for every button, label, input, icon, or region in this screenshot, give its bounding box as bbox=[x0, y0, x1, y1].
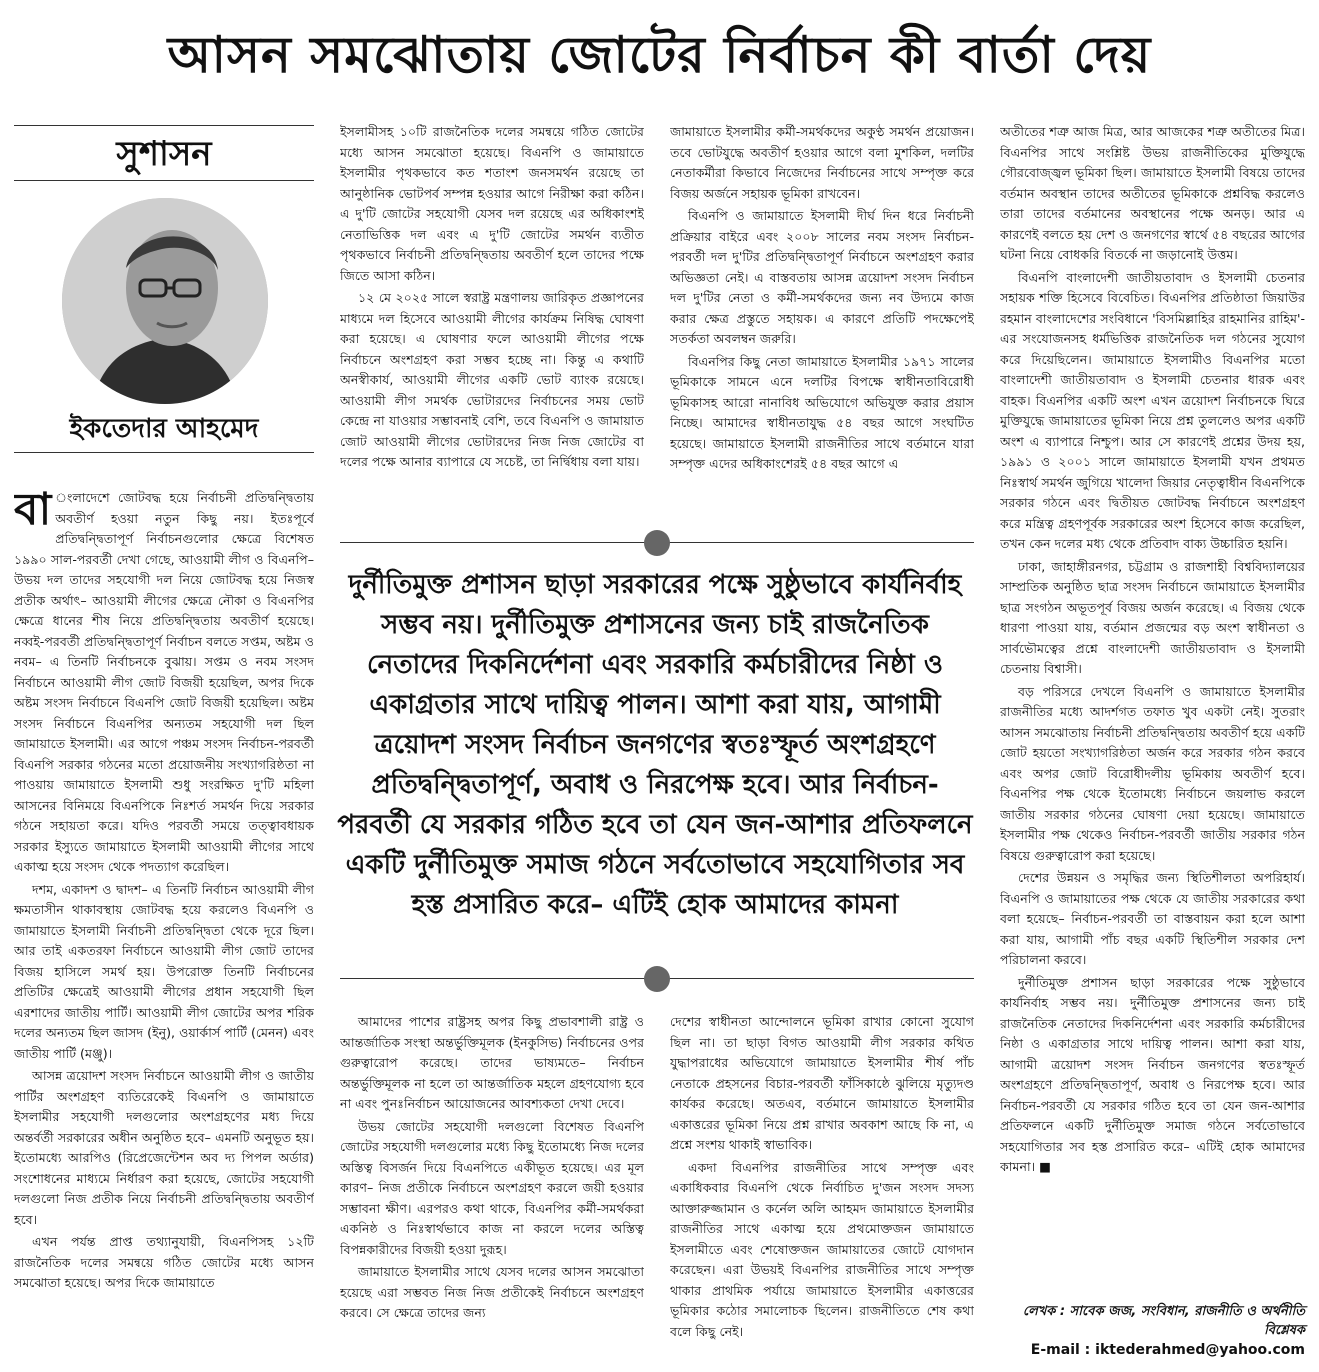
column-2-bottom bbox=[340, 1012, 644, 1366]
col4-para-5: দেশের উন্নয়ন ও সমৃদ্ধির জন্য স্থিতিশীলতা অপরিহার্য। বিএনপি ও জামায়াতের পক্ষ থেকে যে জাতীয় সরকারের কথা বলা হয়েছে– নির্বাচন-পরবর্তী তা বাস্তবায়ন করা হলে আশা করা যায়, আগামী পাঁচ বছর একটি স্থিতিশীল সরকার দেশ পরিচালনা করবে। bbox=[1000, 870, 1305, 967]
column-3-top bbox=[670, 122, 974, 514]
author-photo bbox=[62, 198, 268, 404]
col4-para-1: অতীতের শত্রু আজ মিত্র, আর আজকের শত্রু অতীতের মিত্র। বিএনপির সাথে সংশ্লিষ্ট উভয় রাজনীতিকের মুক্তিযুদ্ধে গৌরবোজ্জ্বল ভূমিকা ছিল। জামায়াতে ইসলামী বিষয়ে তাদের বর্তমান অবস্থান তাদের অতীতের ভূমিকাকে প্রশ্নবিদ্ধ করলেও তারা তাদের বর্তমানের অবস্থানের পক্ষে অনড়। আর এ কারণেই বলতে হয় দেশ ও জনগণের স্বার্থে ৫৪ বছরের আগের ঘটনা নিয়ে বোধকরি বিতর্কে না জড়ানোই উত্তম। bbox=[1000, 124, 1305, 262]
col2-bottom-para-1: আমাদের পাশের রাষ্ট্রসহ অপর কিছু প্রভাবশালী রাষ্ট্র ও আন্তর্জাতিক সংস্থা অন্তর্ভুক্তিমূলক (ইনকুসিভ) নির্বাচনের ওপর গুরুত্বারোপ করেছে। তাদের ভাষ্যমতে– নির্বাচন অন্তর্ভুক্তিমূলক না হলে তা আন্তর্জাতিক মহলে গ্রহণযোগ্য হবে না এবং পুনঃনির্বাচন আয়োজনের আবশ্যকতা দেখা দেবে। bbox=[340, 1014, 644, 1111]
pull-dot-bottom bbox=[644, 966, 670, 992]
author-byline: লেখক : সাবেক জজ, সংবিধান, রাজনীতি ও অর্থনীতি বিশ্লেষক bbox=[1022, 1304, 1305, 1338]
col4-para-6: দুর্নীতিমুক্ত প্রশাসন ছাড়া সরকারের পক্ষে সুষ্ঠুভাবে কার্যনির্বাহ সম্ভব নয়। দুর্নীতিমুক্ত প্রশাসনের জন্য চাই রাজনৈতিক নেতাদের দিকনির্দেশনা এবং সরকারি কর্মচারীদের নিষ্ঠা ও একাগ্রতার সাথে দায়িত্ব পালন। আশা করা যায়, আগামী ত্রয়োদশ সংসদ নির্বাচন জনগণের স্বতঃস্ফূর্ত অংশগ্রহণে প্রতিদ্বন্দ্বিতাপূর্ণ, অবাধ ও নিরপেক্ষ হবে। আর নির্বাচন-পরবর্তী যে সরকার গঠিত হবে তা যেন জন-আশার প্রতিফলনে একটি দুর্নীতিমুক্ত সমাজ গঠনে সর্বতোভাবে সহযোগিতার সব হস্ত প্রসারিত করে– এটিই হোক আমাদের কামনা। ■ bbox=[1000, 974, 1305, 1174]
col1-para-1 bbox=[14, 488, 314, 878]
col2-bottom-para-2: উভয় জোটের সহযোগী দলগুলো বিশেষত বিএনপি জোটের সহযোগী দলগুলোর মধ্যে কিছু ইতোমধ্যে নিজ দলের অস্তিত্ব বিসর্জন দিয়ে বিএনপিতে একীভূত হয়েছে। এর মূল কারণ– নিজ প্রতীকে নির্বাচনে অংশগ্রহণ করলে জয়ী হওয়ার সম্ভাবনা ক্ষীণ। এরপরও কথা থাকে, বিএনপির কর্মী-সমর্থকরা একনিষ্ঠ ও নিঃস্বার্থভাবে কাজ না করলে দলের অস্তিত্ব বিপন্নকারীদের বিজয়ী হওয়া দুরূহ। bbox=[340, 1118, 644, 1257]
author-name: ইকতেদার আহমেদ bbox=[69, 414, 259, 444]
col1-para-4: এখন পর্যন্ত প্রাপ্ত তথ্যানুযায়ী, বিএনপিসহ ১২টি রাজনৈতিক দলের সমন্বয়ে গঠিত জোটের মধ্যে আসন সমঝোতা হয়েছে। অপর দিকে জামায়াতে bbox=[14, 1234, 314, 1290]
col3-top-para-3: বিএনপির কিছু নেতা জামায়াতে ইসলামীর ১৯৭১ সালের ভূমিকাকে সামনে এনে দলটির বিপক্ষে স্বাধীনতাবিরোধী ভূমিকাসহ আরো নানাবিধ অভিযোগে অভিযুক্ত করার প্রয়াস নিচ্ছে। আমাদের স্বাধীনতাযুদ্ধ ৫৪ বছর আগে সংঘটিত হয়েছে। জামায়াতে ইসলামী রাজনীতির সাথে বর্তমানে যারা সম্পৃক্ত এদের অধিকাংশেরই ৫৪ বছর আগে এ bbox=[670, 353, 974, 471]
author-email[interactable]: E-mail : iktederahmed@yahoo.com bbox=[1030, 1342, 1305, 1358]
col1-para-3: আসন্ন ত্রয়োদশ সংসদ নির্বাচনে আওয়ামী লীগ ও জাতীয় পার্টির অংশগ্রহণ ব্যতিরেকেই বিএনপি ও জামায়াতে ইসলামীর সহযোগী দলগুলোর অংশগ্রহণের মধ্য দিয়ে অন্তর্বর্তী সরকারের অধীন অনুষ্ঠিত হবে– এমনটি অনুভূত হয়। ইতোমধ্যে আরপিও (রিপ্রেজেন্টেশন অব দ্য পিপল অর্ডার) সংশোধনের মাধ্যমে নির্ধারণ করা হয়েছে, জোটের সহযোগী দলগুলো নিজ প্রতীক নিয়ে নির্বাচনী প্রতিদ্বন্দ্বিতায় অবতীর্ণ হবে। bbox=[14, 1068, 314, 1227]
column-3-bottom bbox=[670, 1012, 974, 1366]
pull-dot-top bbox=[644, 530, 670, 556]
col3-top-para-1: জামায়াতে ইসলামীর কর্মী-সমর্থকদের অকুণ্ঠ সমর্থন প্রয়োজন। তবে ভোটযুদ্ধে অবতীর্ণ হওয়ার আগে বলা মুশকিল, দলটির নেতাকর্মীরা কিভাবে নিজেদের নির্বাচনের সাথে সম্পৃক্ত করে বিজয় অর্জনে সহায়ক ভূমিকা রাখবেন। bbox=[670, 124, 974, 201]
section-title: সুশাসন bbox=[116, 134, 212, 174]
dropcap: বা bbox=[14, 488, 52, 535]
pull-quote: দুর্নীতিমুক্ত প্রশাসন ছাড়া সরকারের পক্ষে সুষ্ঠুভাবে কার্যনির্বাহ সম্ভব নয়। দুর্নীতিমুক্ত প্রশাসনের জন্য চাই রাজনৈতিক নেতাদের দিকনির্দেশনা এবং সরকারি কর্মচারীদের নিষ্ঠা ও একাগ্রতার সাথে দায়িত্ব পালন। আশা করা যায়, আগামী ত্রয়োদশ সংসদ নির্বাচন জনগণের স্বতঃস্ফূর্ত অংশগ্রহণে প্রতিদ্বন্দ্বিতাপূর্ণ, অবাধ ও নিরপেক্ষ হবে। আর নির্বাচন-পরবর্তী যে সরকার গঠিত হবে তা যেন জন-আশার প্রতিফলনে একটি দুর্নীতিমুক্ত সমাজ গঠনে সর্বতোভাবে সহযোগিতার সব হস্ত প্রসারিত করে– এটিই হোক আমাদের কামনা bbox=[337, 570, 973, 920]
col1-text-1: ংলাদেশে জোটবদ্ধ হয়ে নির্বাচনী প্রতিদ্বন্দ্বিতায় অবতীর্ণ হওয়া নতুন কিছু নয়। ইতঃপূর্বে প্রতিদ্বন্দ্বিতাপূর্ণ নির্বাচনগুলোর ক্ষেত্রে বিশেষত ১৯৯০ সাল-পরবর্তী দেখা গেছে, আওয়ামী লীগ ও বিএনপি– উভয় দল তাদের সহযোগী দল নিয়ে জোটবদ্ধ হয়ে নিজস্ব প্রতীক অর্থাৎ– আওয়ামী লীগের ক্ষেত্রে নৌকা ও বিএনপির ক্ষেত্রে ধানের শীষ নিয়ে প্রতিদ্বন্দ্বিতায় অবতীর্ণ হয়েছে। নব্বই-পরবর্তী প্রতিদ্বন্দ্বিতাপূর্ণ নির্বাচন বলতে সপ্তম, অষ্টম ও নবম– এ তিনটি নির্বাচনকে বুঝায়। সপ্তম ও নবম সংসদ নির্বাচনে আওয়ামী লীগ জোট বিজয়ী হয়েছিল, অপর দিকে অষ্টম সংসদ নির্বাচনে বিএনপি জোট বিজয়ী হয়েছিল। অষ্টম সংসদ নির্বাচনে বিএনপির অন্যতম সহযোগী দল ছিল জামায়াতে ইসলামী। এর আগে পঞ্চম সংসদ নির্বাচন-পরবর্তী বিএনপি সরকার গঠনের মতো প্রয়োজনীয় সংখ্যাগরিষ্ঠতা না পাওয়ায় জামায়াতে ইসলামী শুধু সংরক্ষিত দু'টি মহিলা আসনের বিনিময়ে বিএনপিকে নিঃশর্ত সমর্থন দিয়ে সরকার গঠনে সহায়তা করে। যদিও পরবর্তী সময়ে তত্ত্বাবধায়ক সরকার ইস্যুতে জামায়াতে ইসলামী আওয়ামী লীগের সাথে একাত্ম হয়ে সংসদ থেকে পদত্যাগ করেছিল। bbox=[14, 490, 314, 874]
column-4 bbox=[1000, 122, 1305, 1298]
col2-top-para-2: ১২ মে ২০২৫ সালে স্বরাষ্ট্র মন্ত্রণালয় জারিকৃত প্রজ্ঞাপনের মাধ্যমে দল হিসেবে আওয়ামী লীগের কার্যক্রম নিষিদ্ধ ঘোষণা করা হয়েছে। এ ঘোষণার ফলে আওয়ামী লীগের পক্ষে নির্বাচনে অংশগ্রহণ করা সম্ভব হচ্ছে না। কিন্তু এ কথাটি অনস্বীকার্য, আওয়ামী লীগের একটি ভোট ব্যাংক রয়েছে। আওয়ামী লীগ সমর্থক ভোটারদের নির্বাচনের সময় ভোট কেন্দ্রে না যাওয়ার সম্ভাবনাই বেশি, তবে বিএনপি ও জামায়াত জোট আওয়ামী লীগের ভোটারদের নিজ নিজ জোটের বা দলের পক্ষে আনার ব্যাপারে যে সচেষ্ট, তা নির্দ্বিধায় বলা যায়। bbox=[340, 290, 644, 469]
col4-para-3: ঢাকা, জাহাঙ্গীরনগর, চট্টগ্রাম ও রাজশাহী বিশ্ববিদ্যালয়ের সাম্প্রতিক অনুষ্ঠিত ছাত্র সংসদ নির্বাচনে জামায়াতে ইসলামীর ছাত্র সংগঠন অভূতপূর্ব বিজয় অর্জন করেছে। এ বিজয় থেকে ধারণা পাওয়া যায়, বর্তমান প্রজন্মের বড় অংশ স্বাধীনতা ও সার্বভৌমত্বের প্রশ্নে বাংলাদেশী জাতীয়তাবাদ ও ইসলামী চেতনায় বিশ্বাসী। bbox=[1000, 558, 1305, 676]
column-1 bbox=[14, 488, 314, 1368]
col4-para-2: বিএনপি বাংলাদেশী জাতীয়তাবাদ ও ইসলামী চেতনার সহায়ক শক্তি হিসেবে বিবেচিত। বিএনপির প্রতিষ্ঠাতা জিয়াউর রহমান বাংলাদেশের সংবিধানে 'বিসমিল্লাহির রাহমানির রাহিম'-এর সংযোজনসহ ধর্মভিত্তিক রাজনৈতিক দল গঠনের সুযোগ করে দিয়েছিলেন। জামায়াতে ইসলামীও বিএনপির মতো বাংলাদেশী জাতীয়তাবাদ ও ইসলামী চেতনার ধারক এবং বাহক। বিএনপির একটি অংশ এখন ত্রয়োদশ নির্বাচনকে ঘিরে মুক্তিযুদ্ধে জামায়াতের ভূমিকা নিয়ে প্রশ্ন তুললেও অপর একটি অংশ এ ব্যাপারে নিশ্চুপ। আর সে কারণেই প্রশ্নের উদয় হয়, ১৯৯১ ও ২০০১ সালে জামায়াতে ইসলামী যখন প্রথমত নিঃস্বার্থ সমর্থন জুগিয়ে খালেদা জিয়ার নেতৃত্বাধীন বিএনপিকে সরকার গঠনে এবং দ্বিতীয়ত জোটবদ্ধ নির্বাচনে অংশগ্রহণ করে মন্ত্রিত্ব গ্রহণপূর্বক সরকারের অংশ হিসেবে কাজ করেছিল, তখন কেন দলের মধ্য থেকে প্রতিবাদ বাক্য উচ্চারিত হয়নি। bbox=[1000, 269, 1305, 551]
col1-para-2: দশম, একাদশ ও দ্বাদশ– এ তিনটি নির্বাচন আওয়ামী লীগ ক্ষমতাসীন থাকাবস্থায় জোটবদ্ধ হয়ে করলেও বিএনপি ও জামায়াতে ইসলামী নির্বাচনী প্রতিদ্বন্দ্বিতা থেকে দূরে ছিল। আর তাই একতরফা নির্বাচনে আওয়ামী লীগ জোট তাদের বিজয় হাসিলে সমর্থ হয়। উপরোক্ত তিনটি নির্বাচনের প্রতিটির ক্ষেত্রেই আওয়ামী লীগের প্রধান সহযোগী ছিল এরশাদের জাতীয় পার্টি। আওয়ামী লীগ জোটের অপর শরিক দলের অন্যতম ছিল জাসদ (ইনু), ওয়ার্কার্স পার্টি (মেনন) এবং জাতীয় পার্টি (মঞ্জু)। bbox=[14, 881, 314, 1061]
author-portrait bbox=[62, 198, 268, 404]
col3-bottom-para-2: একদা বিএনপির রাজনীতির সাথে সম্পৃক্ত এবং একাধিকবার বিএনপি থেকে নির্বাচিত দু'জন সংসদ সদস্য আক্তারুজ্জামান ও কর্নেল অলি আহমদ জামায়াতে ইসলামীর রাজনীতির সাথে একাত্ম হয়ে প্রথমোক্তজন জামায়াতে ইসলামীতে এবং শেষোক্তজন জামায়াতের জোটে যোগদান করেছেন। এরা উভয়ই বিএনপির রাজনীতির সাথে সম্পৃক্ত থাকার প্রাথমিক পর্যায়ে জামায়াতে ইসলামীর একাত্তরের ভূমিকার কঠোর সমালোচক ছিলেন। রাজনীতিতে শেষ কথা বলে কিছু নেই। bbox=[670, 1159, 974, 1339]
column-2-top bbox=[340, 122, 644, 514]
headline: আসন সমঝোতায় জোটের নির্বাচন কী বার্তা দেয় bbox=[167, 26, 1152, 84]
col3-top-para-2: বিএনপি ও জামায়াতে ইসলামী দীর্ঘ দিন ধরে নির্বাচনী প্রক্রিয়ার বাইরে এবং ২০০৮ সালের নবম সংসদ নির্বাচন-পরবর্তী দল দু'টির প্রতিদ্বন্দ্বিতাপূর্ণ নির্বাচনে অংশগ্রহণ করার অভিজ্ঞতা নেই। এ বাস্তবতায় আসন্ন ত্রয়োদশ সংসদ নির্বাচন দল দু'টির নেতা ও কর্মী-সমর্থকদের জন্য নব উদ্যমে কাজ করার ক্ষেত্র প্রস্তুতে সহায়ক। এ কারণে প্রতিটি পদক্ষেপেই সতর্কতা অবলম্বন জরুরি। bbox=[670, 208, 974, 346]
author-rule bbox=[14, 452, 314, 453]
col3-bottom-para-1: দেশের স্বাধীনতা আন্দোলনে ভূমিকা রাখার কোনো সুযোগ ছিল না। তা ছাড়া বিগত আওয়ামী লীগ সরকার কথিত যুদ্ধাপরাধের অভিযোগে জামায়াতে ইসলামীর শীর্ষ পাঁচ নেতাকে প্রহসনের বিচার-পরবর্তী ফাঁসিকাষ্ঠে ঝুলিয়ে মৃত্যুদণ্ড কার্যকর করেছে। অতএব, বর্তমানে জামায়াতে ইসলামীর একাত্তরের ভূমিকা নিয়ে প্রশ্ন রাখার অবকাশ আছে কি না, এ প্রশ্নে সংশয় থাকাই স্বাভাবিক। bbox=[670, 1014, 974, 1152]
section-rule-top bbox=[14, 125, 314, 126]
col2-top-para-1: ইসলামীসহ ১০টি রাজনৈতিক দলের সমন্বয়ে গঠিত জোটের মধ্যে আসন সমঝোতা হয়েছে। বিএনপি ও জামায়াতে ইসলামীর পৃথকভাবে কত শতাংশ জনসমর্থন রয়েছে তা আনুষ্ঠানিক ভোটপর্ব সম্পন্ন হওয়ার আগে নিরীক্ষা করা কঠিন। এ দু'টি জোটের সহযোগী যেসব দল রয়েছে এর অধিকাংশই নেতাভিত্তিক দল এবং এ দু'টি জোটের সমর্থন ব্যতীত পৃথকভাবে নির্বাচনী প্রতিদ্বন্দ্বিতায় অবতীর্ণ হলে তাদের পক্ষে জিতে আসা কঠিন। bbox=[340, 124, 644, 283]
col2-bottom-para-3: জামায়াতে ইসলামীর সাথে যেসব দলের আসন সমঝোতা হয়েছে এরা সম্ভবত নিজ নিজ প্রতীকেই নির্বাচনে অংশগ্রহণ করবে। সে ক্ষেত্রে তাদের জন্য bbox=[340, 1264, 644, 1320]
section-rule-bottom bbox=[14, 180, 314, 181]
col4-para-4: বড় পরিসরে দেখলে বিএনপি ও জামায়াতে ইসলামীর রাজনীতির মধ্যে আদর্শগত তফাত খুব একটা নেই। সুতরাং আসন সমঝোতায় নির্বাচনী প্রতিদ্বন্দ্বিতায় অবতীর্ণ হয়ে একটি জোট হয়তো সংখ্যাগরিষ্ঠতা অর্জন করে সরকার গঠন করবে এবং অপর জোট বিরোধীদলীয় ভূমিকায় অবতীর্ণ হবে। বিএনপির পক্ষ থেকে ইতোমধ্যে নির্বাচনে জয়লাভ করলে জাতীয় সরকার গঠনের ঘোষণা দেয়া হয়েছে। জামায়াতে ইসলামীর পক্ষ থেকেও নির্বাচন-পরবর্তী জাতীয় সরকার গঠন বিষয়ে গুরুত্বারোপ করা হয়েছে। bbox=[1000, 683, 1305, 863]
